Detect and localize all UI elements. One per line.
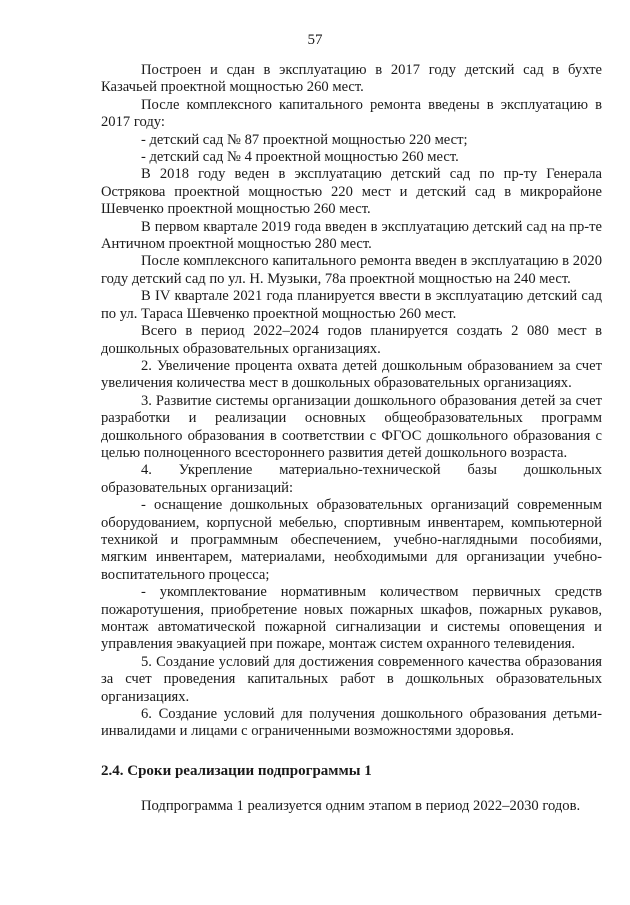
paragraph: После комплексного капитального ремонта введен в эксплуатацию в 2020 году детский сад по ул. Н. Музыки, 78а проектной мощностью на 240 мест. <box>101 253 602 287</box>
list-item: - детский сад № 87 проектной мощностью 220 мест; <box>141 131 468 148</box>
page-number: 57 <box>307 32 323 48</box>
list-item: - детский сад № 4 проектной мощностью 260 мест. <box>141 149 459 166</box>
closing-paragraph: Подпрограмма 1 реализуется одним этапом в период 2022–2030 годов. <box>141 798 581 815</box>
paragraph: После комплексного капитального ремонта введены в эксплуатацию в 2017 году: <box>101 96 602 131</box>
numbered-item: 6. Создание условий для получения дошкольного образования детьми-инвалидами и лицами с ограниченными возможностями здоровья. <box>101 706 602 740</box>
numbered-item: 2. Увеличение процента охвата детей дошкольным образованием за счет увеличения количества мест в дошкольных образовательных организациях. <box>101 357 602 392</box>
paragraph: Построен и сдан в эксплуатацию в 2017 году детский сад в бухте Казачьей проектной мощностью 260 мест. <box>101 62 602 96</box>
numbered-item: 4. Укрепление материально-технической базы дошкольных образовательных организаций: <box>101 462 602 496</box>
numbered-item: 5. Создание условий для достижения современного качества образования за счет проведения капитальных работ в дошкольных образовательных организациях. <box>101 653 602 705</box>
paragraph: В 2018 году веден в эксплуатацию детский сад по пр-ту Генерала Острякова проектной мощностью 220 мест и детский сад в микрорайоне Шевченко проектной мощностью 260 мест. <box>101 166 602 218</box>
list-item: - укомплектование нормативным количеством первичных средств пожаротушения, приобретение новых пожарных шкафов, пожарных рукавов, монтаж автоматической пожарной сигнализации и системы оповещения и управления эвакуацией при пожаре, монтаж систем охранного телевидения. <box>101 584 602 653</box>
numbered-item: 3. Развитие системы организации дошкольного образования детей за счет разработки и реализации основных общеобразовательных программ дошкольного образования в соответствии с ФГОС дошкольного образования с целью полноценного всестороннего развития детей дошкольного возраста. <box>101 392 602 461</box>
page-body <box>101 62 602 816</box>
paragraph: В IV квартале 2021 года планируется ввести в эксплуатацию детский сад по ул. Тараса Шевченко проектной мощностью 260 мест. <box>101 288 602 322</box>
paragraph: Всего в период 2022–2024 годов планируется создать 2 080 мест в дошкольных образовательных организациях. <box>101 323 602 357</box>
list-item: - оснащение дошкольных образовательных организаций современным оборудованием, корпусной мебелью, спортивным инвентарем, компьютерной техникой и программным обеспечением, учебно-наглядными пособиями, мягким инвентарем, материалами, необходимыми для организации учебно-воспитательного процесса; <box>101 497 602 583</box>
paragraph: В первом квартале 2019 года введен в эксплуатацию детский сад на пр-те Античном проектной мощностью 280 мест. <box>101 218 602 253</box>
section-heading: 2.4. Сроки реализации подпрограммы 1 <box>101 762 372 779</box>
